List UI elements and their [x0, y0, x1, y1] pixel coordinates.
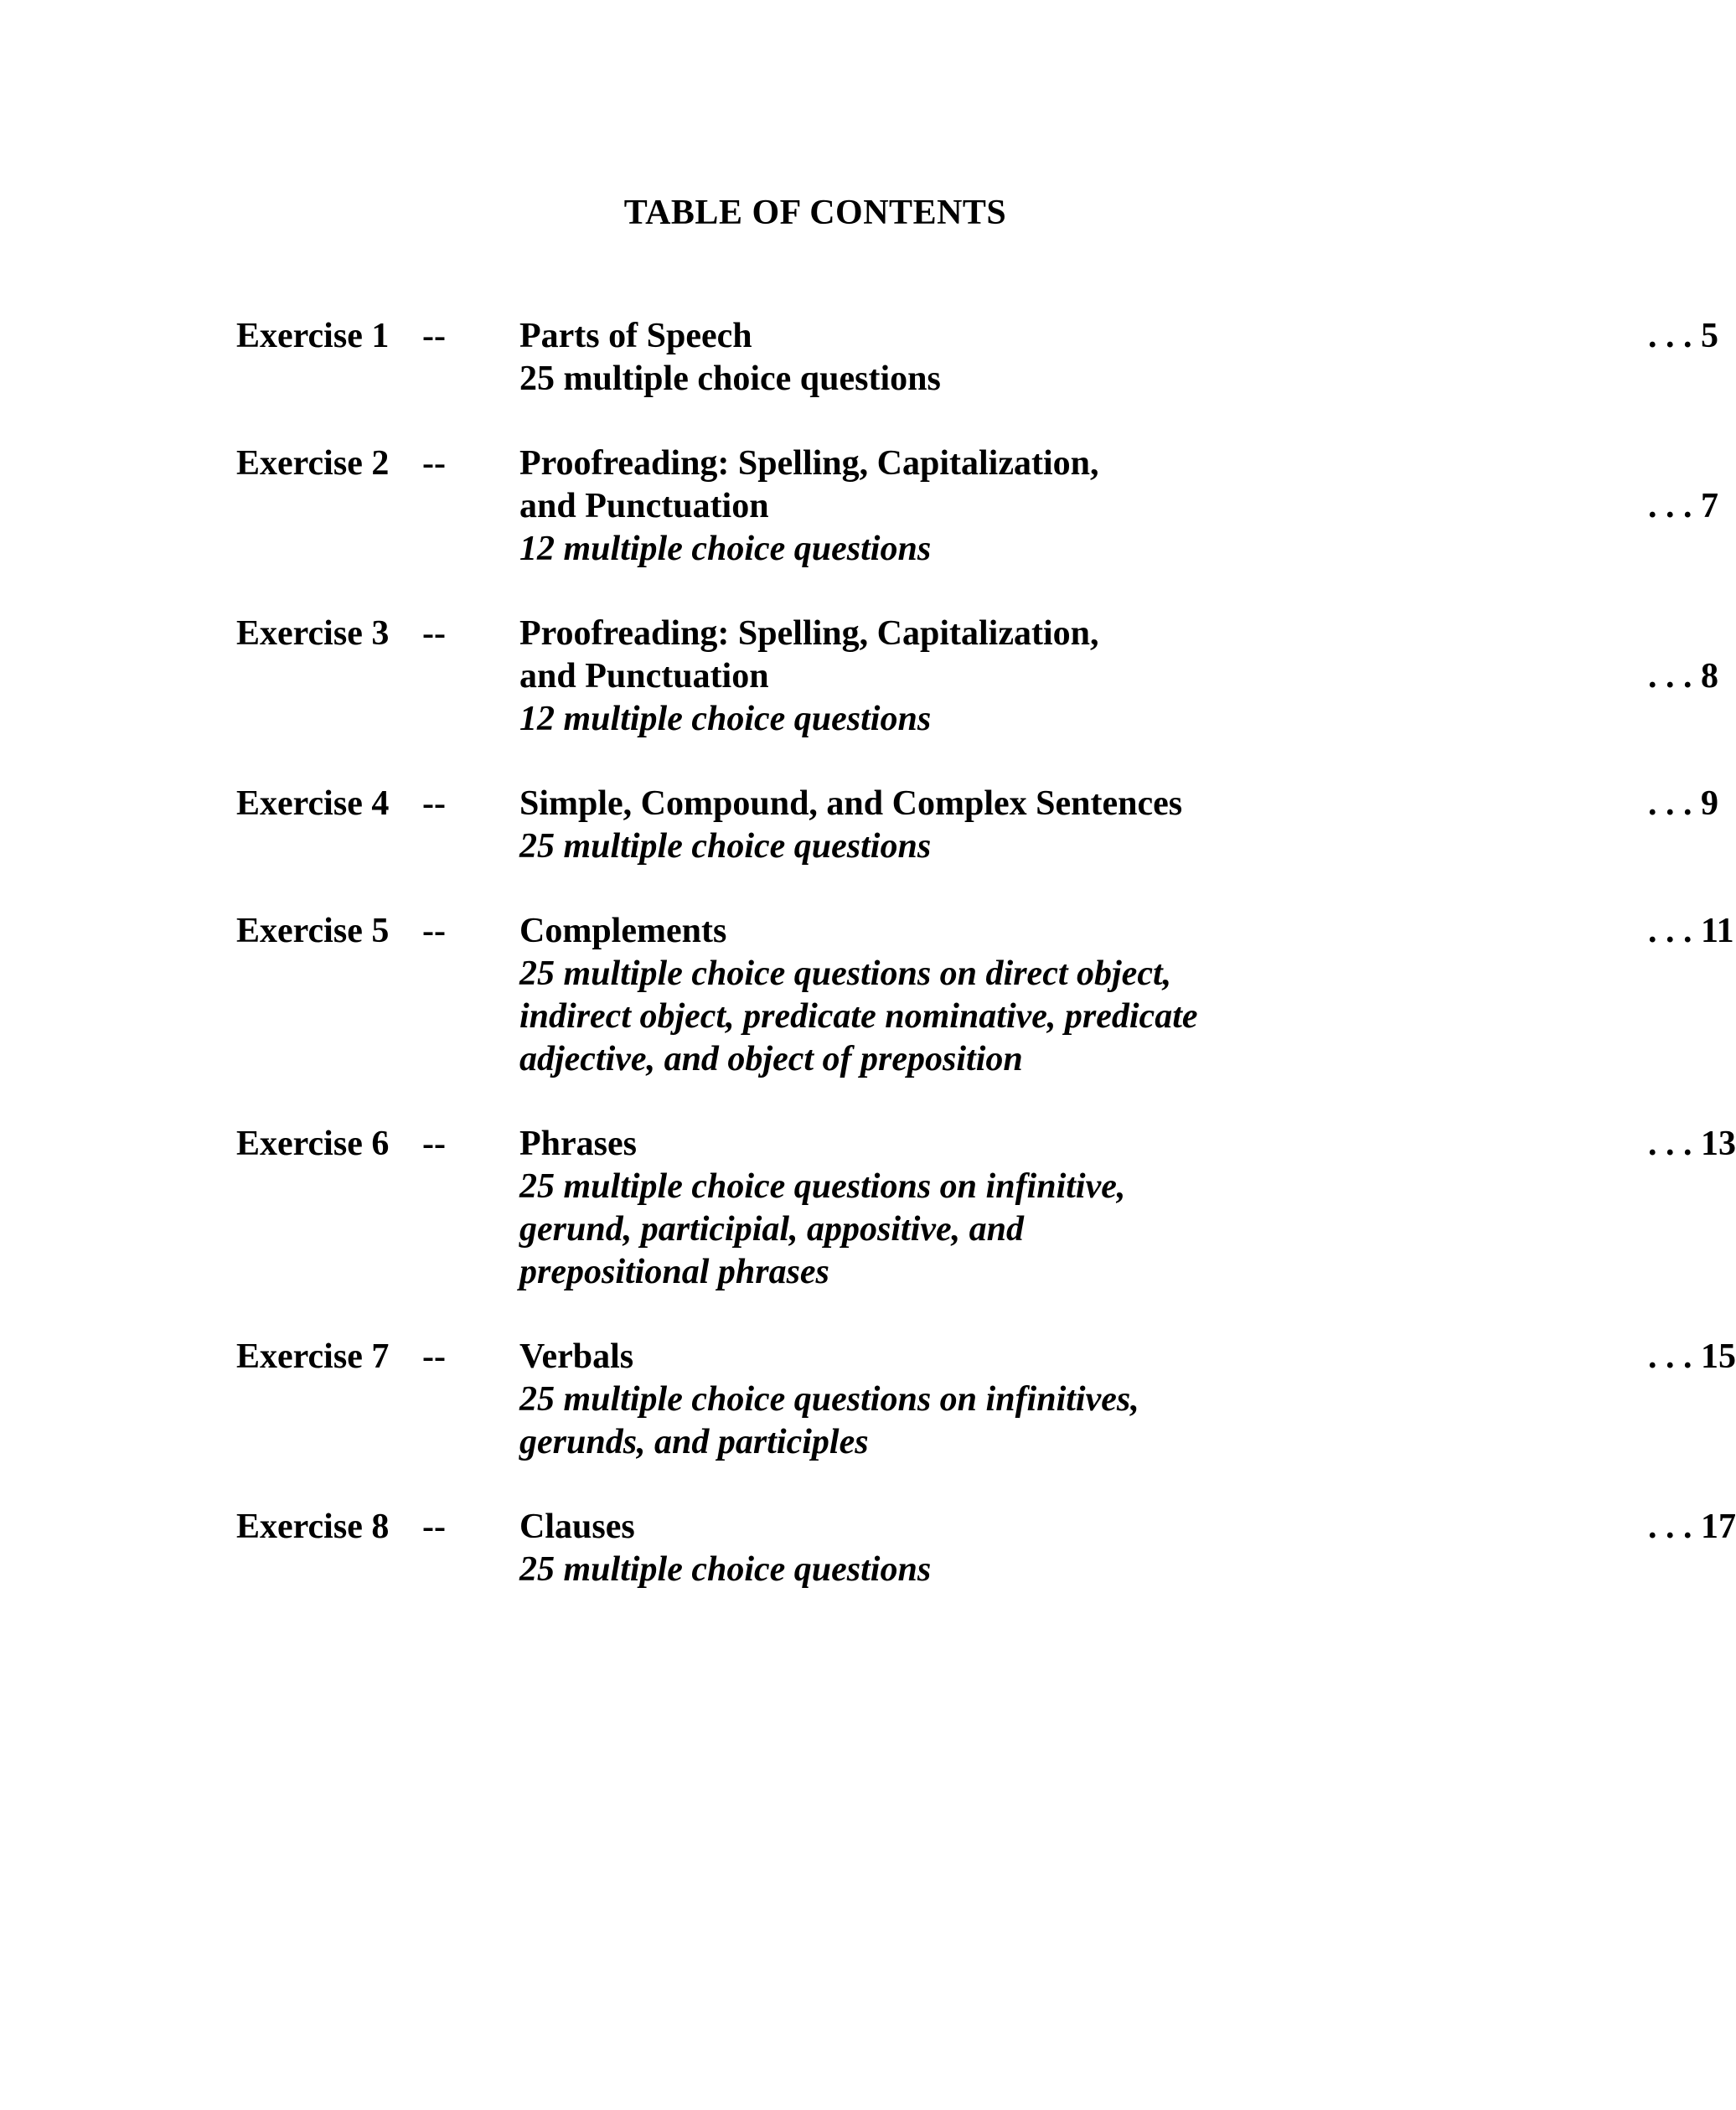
- toc-entry: [236, 1123, 1736, 1294]
- toc-entry: [236, 315, 1718, 401]
- exercise-description: gerund, participial, appositive, and: [519, 1210, 1025, 1249]
- exercise-dash: --: [422, 1337, 446, 1376]
- exercise-title-text: Parts of Speech: [519, 317, 752, 355]
- page-number: . . . 8: [1648, 657, 1718, 696]
- exercise-body: [519, 315, 1718, 401]
- exercise-body: [519, 1123, 1736, 1294]
- exercise-title-text: Verbals: [519, 1337, 634, 1376]
- exercise-description: gerunds, and participles: [519, 1423, 869, 1461]
- exercise-description: 25 multiple choice questions on infinitive,: [519, 1167, 1126, 1206]
- exercise-title: Proofreading: Spelling, Capitalization,: [519, 444, 1099, 483]
- exercise-title: Proofreading: Spelling, Capitalization,: [519, 614, 1099, 653]
- exercise-dash: --: [422, 912, 446, 950]
- exercise-title-text: and Punctuation: [519, 657, 769, 696]
- exercise-title: [519, 315, 1718, 358]
- exercise-dash: --: [422, 614, 446, 653]
- toc-entry: [236, 910, 1734, 1081]
- toc-entry: [236, 442, 1718, 571]
- exercise-label: Exercise 7: [236, 1337, 390, 1376]
- exercise-title: [519, 783, 1718, 825]
- exercise-description: indirect object, predicate nominative, predicate: [519, 997, 1198, 1036]
- exercise-body: [519, 783, 1718, 868]
- exercise-label: Exercise 8: [236, 1508, 390, 1546]
- page-number: . . . 9: [1648, 784, 1718, 823]
- exercise-dash: --: [422, 317, 446, 355]
- exercise-title-text: and Punctuation: [519, 487, 769, 525]
- exercise-dash: --: [422, 444, 446, 483]
- page-number: . . . 13: [1648, 1125, 1736, 1163]
- exercise-body: [519, 442, 1718, 571]
- exercise-title-text: Complements: [519, 912, 727, 950]
- exercise-body: [519, 910, 1734, 1081]
- exercise-description: 25 multiple choice questions on infinitives,: [519, 1380, 1139, 1419]
- page-title: TABLE OF CONTENTS: [623, 194, 1007, 232]
- exercise-title: [519, 1336, 1736, 1378]
- exercise-title: [519, 1123, 1736, 1166]
- exercise-description: 25 multiple choice questions: [519, 359, 941, 398]
- page-number: . . . 17: [1648, 1508, 1736, 1546]
- exercise-label: Exercise 3: [236, 614, 390, 653]
- toc-entry: [236, 613, 1718, 741]
- exercise-title: [519, 1506, 1736, 1549]
- exercise-body: [519, 1336, 1736, 1464]
- exercise-title: [519, 910, 1734, 953]
- exercise-title-continued: [519, 485, 1718, 528]
- toc-entry: [236, 783, 1718, 868]
- exercise-label: Exercise 2: [236, 444, 390, 483]
- exercise-label: Exercise 6: [236, 1125, 390, 1163]
- exercise-dash: --: [422, 1508, 446, 1546]
- page-number: . . . 11: [1648, 912, 1734, 950]
- exercise-title-text: Phrases: [519, 1125, 637, 1163]
- page-number: . . . 5: [1648, 317, 1718, 355]
- toc-entry: [236, 1506, 1736, 1591]
- exercise-body: [519, 1506, 1736, 1591]
- page-number: . . . 7: [1648, 487, 1718, 525]
- page-number: . . . 15: [1648, 1337, 1736, 1376]
- exercise-title-text: Clauses: [519, 1508, 635, 1546]
- exercise-body: [519, 613, 1718, 741]
- toc-list: [236, 315, 1736, 1633]
- exercise-description: 12 multiple choice questions: [519, 700, 932, 738]
- exercise-label: Exercise 5: [236, 912, 390, 950]
- exercise-description: adjective, and object of preposition: [519, 1040, 1023, 1078]
- exercise-dash: --: [422, 784, 446, 823]
- exercise-description: 25 multiple choice questions: [519, 1550, 932, 1589]
- exercise-label: Exercise 1: [236, 317, 390, 355]
- exercise-title-continued: [519, 655, 1718, 698]
- exercise-title-text: Simple, Compound, and Complex Sentences: [519, 784, 1183, 823]
- exercise-description: 25 multiple choice questions on direct object,: [519, 954, 1172, 993]
- exercise-dash: --: [422, 1125, 446, 1163]
- exercise-description: 12 multiple choice questions: [519, 530, 932, 568]
- exercise-description: prepositional phrases: [519, 1253, 829, 1291]
- exercise-label: Exercise 4: [236, 784, 390, 823]
- exercise-description: 25 multiple choice questions: [519, 827, 932, 866]
- toc-entry: [236, 1336, 1736, 1464]
